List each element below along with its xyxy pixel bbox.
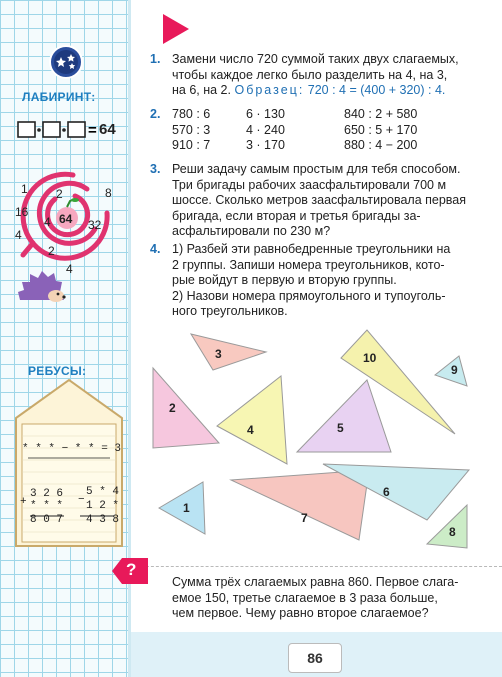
expression: 570 : 3 — [172, 122, 211, 137]
exercise-text: Замени число 720 суммой таких двух слагаемых, — [172, 52, 459, 66]
triangle-5 — [297, 380, 391, 452]
triangle-label: 2 — [169, 401, 176, 415]
exercise-text: Реши задачу самым простым для тебя способом. — [172, 162, 461, 176]
maze-number: 4 — [15, 228, 22, 242]
sample-label: Образец: — [234, 83, 305, 97]
exercise-text: Три бригады рабочих заасфальтировали 700 м — [172, 177, 447, 192]
sample-text: 720 : 4 = (400 + 320) : 4. — [307, 83, 446, 97]
page-number: 86 — [288, 643, 342, 673]
problem-line: Сумма трёх слагаемых равна 860. Первое слага- — [172, 575, 459, 589]
triangle-label: 4 — [247, 423, 254, 437]
expression: 3 · 170 — [246, 138, 285, 152]
stars-badge-icon — [48, 44, 84, 80]
rebus-2-mid: * * * — [30, 500, 64, 512]
rebus-3-mid: 1 2 * — [86, 500, 120, 512]
maze-number: 2 — [48, 244, 55, 258]
exercise-text: бригада, если вторая и третья бригады за- — [172, 208, 421, 223]
exercise-text: на 6, на 2. — [172, 83, 231, 97]
exercise-text: чтобы каждое легко было разделить на 4, на 3, — [172, 67, 448, 82]
triangle-label: 5 — [337, 421, 344, 435]
svg-text:=: = — [88, 122, 97, 139]
triangle-label: 1 — [183, 501, 190, 515]
exercise-text: 2 группы. Запиши номера треугольников, кото- — [172, 257, 445, 272]
exercise-number: 3. — [150, 162, 161, 176]
exercise-text: 1) Разбей эти равнобедренные треугольники на — [172, 242, 451, 256]
problem-line: чем первое. Чему равно второе слагаемое? — [172, 606, 429, 620]
rebus-1: * * * − * * = 3 — [22, 443, 122, 455]
exercise-text: шоссе. Сколько метров заасфальтировала первая — [172, 193, 467, 207]
rebus-3-top: 5 * 4 — [86, 486, 120, 498]
triangle-4 — [217, 376, 287, 464]
triangle-3 — [191, 334, 266, 370]
exercise-number: 4. — [150, 242, 161, 256]
expression: 780 : 6 — [172, 107, 211, 121]
triangle-7 — [231, 470, 369, 540]
exercise-text: 2) Назови номера прямоугольного и тупоуголь- — [172, 288, 446, 303]
expression: 650 : 5 + 170 — [344, 122, 418, 137]
maze-number: 4 — [66, 262, 73, 276]
triangles-figure — [131, 0, 502, 560]
rebus-title: РЕБУСЫ: — [28, 364, 87, 378]
exercise-text: асфальтировали по 230 м? — [172, 224, 331, 238]
rebus-3-result: 4 3 8 — [86, 514, 120, 526]
exercise-text: рые войдут в первую и вторую группы. — [172, 273, 397, 287]
triangle-label: 10 — [363, 351, 377, 365]
exercise-text: ного треугольников. — [172, 304, 288, 318]
maze-number: 4 — [44, 215, 51, 229]
rebus-3-minus: − — [78, 494, 85, 506]
equation-result: 64 — [99, 121, 116, 138]
labyrinth-equation — [17, 115, 119, 143]
question-mark: ? — [126, 560, 137, 579]
rebus-2-top: 3 2 6 — [30, 488, 64, 500]
triangle-label: 9 — [451, 363, 458, 377]
expression: 880 : 4 − 200 — [344, 138, 418, 152]
problem-text — [172, 575, 492, 622]
rebus-2-plus: + — [20, 496, 27, 508]
maze-number: 2 — [56, 187, 63, 201]
rebus-2-result: 8 0 7 — [30, 514, 64, 526]
maze-number: 32 — [88, 218, 102, 232]
triangle-1 — [159, 482, 205, 534]
expression: 840 : 2 + 580 — [344, 107, 418, 121]
problem-line: емое 150, третье слагаемое в 3 раза больше, — [172, 590, 438, 605]
exercise-number: 2. — [150, 107, 161, 121]
triangle-label: 7 — [301, 511, 308, 525]
triangle-label: 8 — [449, 525, 456, 539]
divider — [131, 566, 502, 569]
maze-number: 16 — [15, 205, 29, 219]
hedgehog-icon — [16, 270, 68, 306]
expression: 910 : 7 — [172, 138, 211, 152]
triangle-label: 6 — [383, 485, 390, 499]
labyrinth-title: ЛАБИРИНТ: — [22, 90, 96, 104]
maze-number: 8 — [105, 186, 112, 200]
maze-number: 1 — [21, 182, 28, 196]
expression: 4 · 240 — [246, 122, 285, 137]
triangle-label: 3 — [215, 347, 222, 361]
maze-center-number: 64 — [59, 212, 73, 226]
triangle-2 — [153, 368, 219, 448]
exercise-number: 1. — [150, 52, 161, 66]
expression: 6 · 130 — [246, 107, 285, 121]
